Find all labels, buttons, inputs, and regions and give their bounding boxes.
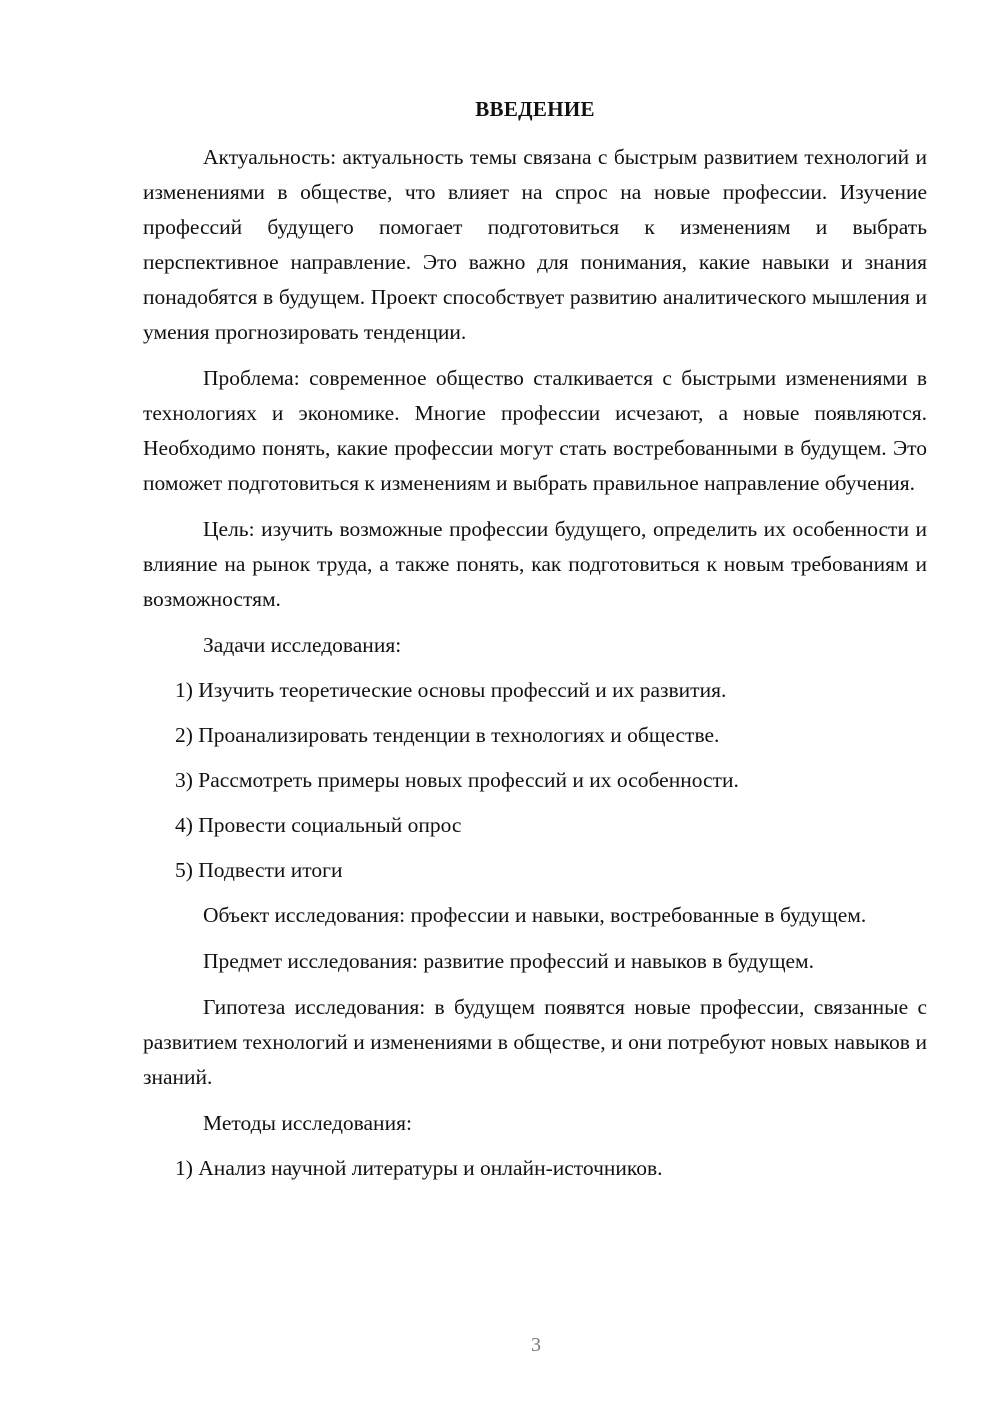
page-number: 3 xyxy=(531,1334,541,1356)
method-item: 1) Анализ научной литературы и онлайн-источников. xyxy=(175,1156,663,1180)
task-item: 5) Подвести итоги xyxy=(175,858,343,882)
page-content xyxy=(143,92,927,1196)
task-item: 2) Проанализировать тенденции в технологиях и обществе. xyxy=(175,723,720,747)
methods-label: Методы исследования: xyxy=(203,1111,412,1135)
task-item: 1) Изучить теоретические основы профессий и их развития. xyxy=(175,678,727,702)
goal-paragraph: Цель: изучить возможные профессии будущего, определить их особенности и влияние на рынок труда, а также понять, как подготовиться к новым требованиям и возможностям. xyxy=(143,517,927,611)
object-paragraph: Объект исследования: профессии и навыки, востребованные в будущем. xyxy=(203,903,867,927)
problem-paragraph: Проблема: современное общество сталкивается с быстрыми изменениями в технологиях и экономике. Многие профессии исчезают, а новые появляются. Необходимо понять, какие профессии могут стать востребованными в будущем. Это поможет подготовиться к изменениям и выбрать правильное направление обучения. xyxy=(143,366,927,495)
section-title: ВВЕДЕНИЕ xyxy=(475,97,595,121)
subject-paragraph: Предмет исследования: развитие профессий и навыков в будущем. xyxy=(203,949,815,973)
hypothesis-paragraph: Гипотеза исследования: в будущем появятся новые профессии, связанные с развитием технологий и изменениями в обществе, и они потребуют новых навыков и знаний. xyxy=(143,995,927,1089)
task-item: 3) Рассмотреть примеры новых профессий и их особенности. xyxy=(175,768,739,792)
task-item: 4) Провести социальный опрос xyxy=(175,813,462,837)
relevance-paragraph: Актуальность: актуальность темы связана с быстрым развитием технологий и изменениями в обществе, что влияет на спрос на новые профессии. Изучение профессий будущего помогает подготовиться к изменениям и выбрать перспективное направление. Это важно для понимания, какие навыки и знания понадобятся в будущем. Проект способствует развитию аналитического мышления и умения прогнозировать тенденции. xyxy=(143,145,927,344)
tasks-label: Задачи исследования: xyxy=(203,633,402,657)
